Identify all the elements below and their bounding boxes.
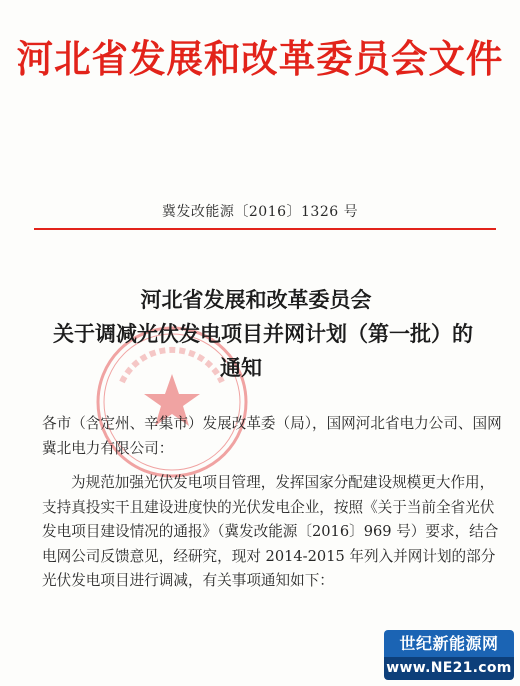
red-divider-line (34, 228, 496, 230)
watermark-url: www.NE21.com (384, 657, 514, 680)
subject-line-1: 河北省发展和改革委员会 (140, 287, 372, 312)
document-subject (0, 283, 520, 385)
watermark-name: 世纪新能源网 (384, 630, 514, 657)
document-number: 冀发改能源〔2016〕1326 号 (161, 204, 359, 220)
subject-line-2: 关于调减光伏发电项目并网计划（第一批）的 (53, 321, 473, 346)
issuer-header-title: 河北省发展和改革委员会文件 (16, 37, 504, 81)
body-paragraph-1: 为规范加强光伏发电项目管理，发挥国家分配建设规模更大作用，支持真投实干且建设进度快的光伏发电企业，按照《关于当前全省光伏发电项目建设情况的通报》（冀发改能源〔2016〕969 号）要求，结合电网公司反馈意见，经研究，现对 2014-2015 年列入并网计划的部分光伏发电项目进行调减，有关事项通知如下： (42, 474, 499, 589)
site-watermark-logo (384, 630, 514, 680)
addressee-text: 各市（含定州、辛集市）发展改革委（局），国网河北省电力公司、国网冀北电力有限公司： (42, 415, 502, 457)
document-body (42, 412, 502, 594)
subject-line-3: 通知 (220, 355, 262, 380)
